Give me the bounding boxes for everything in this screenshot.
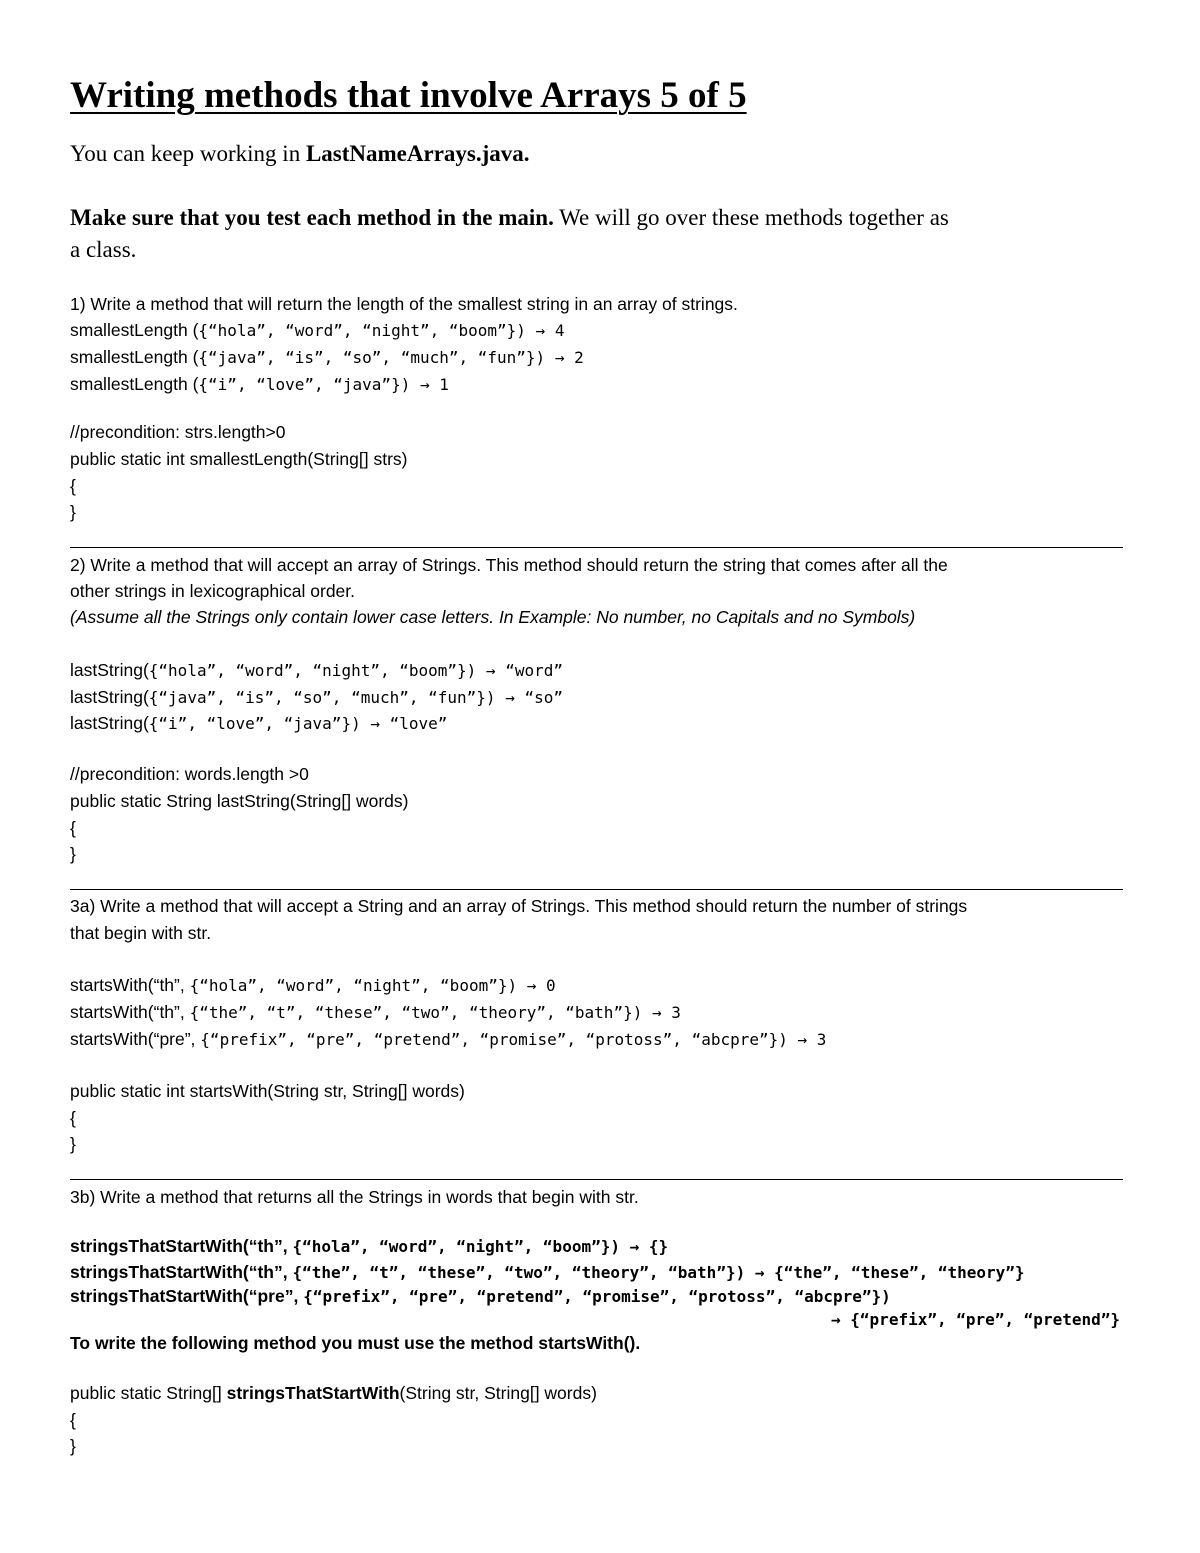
q3b-prompt: 3b) Write a method that returns all the Strings in words that begin with str. xyxy=(70,1187,639,1207)
q2-example xyxy=(70,662,563,680)
q3b-example xyxy=(70,1288,891,1306)
example-args: {“hola”, “word”, “night”, “boom”}) → 4 xyxy=(198,321,565,340)
intro-filename: LastNameArrays.java. xyxy=(305,141,530,166)
intro-line-2 xyxy=(70,205,949,231)
example-args: {“prefix”, “pre”, “pretend”, “promise”, “protoss”, “abcpre”}) xyxy=(303,1287,891,1306)
example-call: smallestLength ( xyxy=(70,347,199,367)
example-args: {“i”, “love”, “java”}) → 1 xyxy=(198,375,449,394)
example-call: stringsThatStartWith(“th”, xyxy=(70,1262,293,1282)
signature-name: stringsThatStartWith xyxy=(226,1383,400,1403)
example-args: {“the”, “t”, “these”, “two”, “theory”, “bath”}) → 3 xyxy=(189,1003,681,1022)
intro-line-3: a class. xyxy=(70,237,137,262)
q3a-prompt-cont: that begin with str. xyxy=(70,923,212,943)
q1-example xyxy=(70,349,584,367)
section-divider xyxy=(70,547,1123,548)
example-args: {“i”, “love”, “java”}) → “love” xyxy=(148,714,448,733)
q3a-prompt: 3a) Write a method that will accept a String and an array of Strings. This method should return the number of strings xyxy=(70,896,968,916)
q3b-open-brace: { xyxy=(70,1410,76,1430)
intro-text: We will go over these methods together as xyxy=(553,205,949,230)
q1-precondition: //precondition: strs.length>0 xyxy=(70,422,286,442)
q3a-example xyxy=(70,1004,681,1022)
q2-precondition: //precondition: words.length >0 xyxy=(70,764,309,784)
intro-text: You can keep working in xyxy=(70,141,306,166)
q2-note: (Assume all the Strings only contain lower case letters. In Example: No number, no Capitals and no Symbols) xyxy=(70,607,916,627)
q1-signature: public static int smallestLength(String[] strs) xyxy=(70,449,408,469)
example-args: {“hola”, “word”, “night”, “boom”}) → {} xyxy=(292,1237,669,1256)
q2-example xyxy=(70,689,563,707)
example-args: {“java”, “is”, “so”, “much”, “fun”}) → 2 xyxy=(198,348,584,367)
section-divider xyxy=(70,1179,1123,1180)
q3b-example xyxy=(70,1264,1025,1282)
q2-open-brace: { xyxy=(70,818,76,838)
example-args: {“hola”, “word”, “night”, “boom”}) → 0 xyxy=(189,976,556,995)
example-call: lastString( xyxy=(70,713,149,733)
page-title: Writing methods that involve Arrays 5 of 5 xyxy=(70,75,747,116)
q1-open-brace: { xyxy=(70,476,76,496)
intro-line-1 xyxy=(70,141,530,167)
example-call: startsWith(“th”, xyxy=(70,1002,190,1022)
q3b-example-continuation: → {“prefix”, “pre”, “pretend”} xyxy=(831,1310,1120,1329)
q3b-close-brace: } xyxy=(70,1436,76,1456)
example-args: {“java”, “is”, “so”, “much”, “fun”}) → “so” xyxy=(148,688,563,707)
q3b-signature xyxy=(70,1385,597,1403)
q3a-signature: public static int startsWith(String str, String[] words) xyxy=(70,1081,465,1101)
example-call: stringsThatStartWith(“th”, xyxy=(70,1236,293,1256)
q3b-example xyxy=(70,1238,668,1256)
example-args: {“hola”, “word”, “night”, “boom”}) → “word” xyxy=(148,661,563,680)
q2-close-brace: } xyxy=(70,844,76,864)
signature-prefix: public static String[] xyxy=(70,1383,227,1403)
q2-signature: public static String lastString(String[] words) xyxy=(70,791,409,811)
example-call: lastString( xyxy=(70,660,149,680)
q2-prompt: 2) Write a method that will accept an array of Strings. This method should return the string that comes after all the xyxy=(70,555,948,575)
q3a-example xyxy=(70,1031,826,1049)
q2-example xyxy=(70,715,447,733)
example-call: lastString( xyxy=(70,687,149,707)
q3a-example xyxy=(70,977,556,995)
q3b-instruction: To write the following method you must use the method startsWith(). xyxy=(70,1333,641,1353)
q2-prompt-cont: other strings in lexicographical order. xyxy=(70,581,356,601)
q1-example xyxy=(70,322,564,340)
signature-suffix: (String str, String[] words) xyxy=(399,1383,597,1403)
example-args: {“the”, “t”, “these”, “two”, “theory”, “bath”}) → {“the”, “these”, “theory”} xyxy=(292,1263,1025,1282)
q1-close-brace: } xyxy=(70,502,76,522)
section-divider xyxy=(70,889,1123,890)
example-args: {“prefix”, “pre”, “pretend”, “promise”, “protoss”, “abcpre”}) → 3 xyxy=(200,1030,827,1049)
example-call: stringsThatStartWith(“pre”, xyxy=(70,1286,304,1306)
q1-prompt: 1) Write a method that will return the length of the smallest string in an array of strings. xyxy=(70,294,738,314)
intro-emphasis: Make sure that you test each method in the main. xyxy=(70,205,554,230)
q3a-open-brace: { xyxy=(70,1108,76,1128)
example-call: startsWith(“pre”, xyxy=(70,1029,201,1049)
example-call: startsWith(“th”, xyxy=(70,975,190,995)
q3a-close-brace: } xyxy=(70,1134,76,1154)
example-call: smallestLength ( xyxy=(70,374,199,394)
q1-example xyxy=(70,376,449,394)
example-call: smallestLength ( xyxy=(70,320,199,340)
